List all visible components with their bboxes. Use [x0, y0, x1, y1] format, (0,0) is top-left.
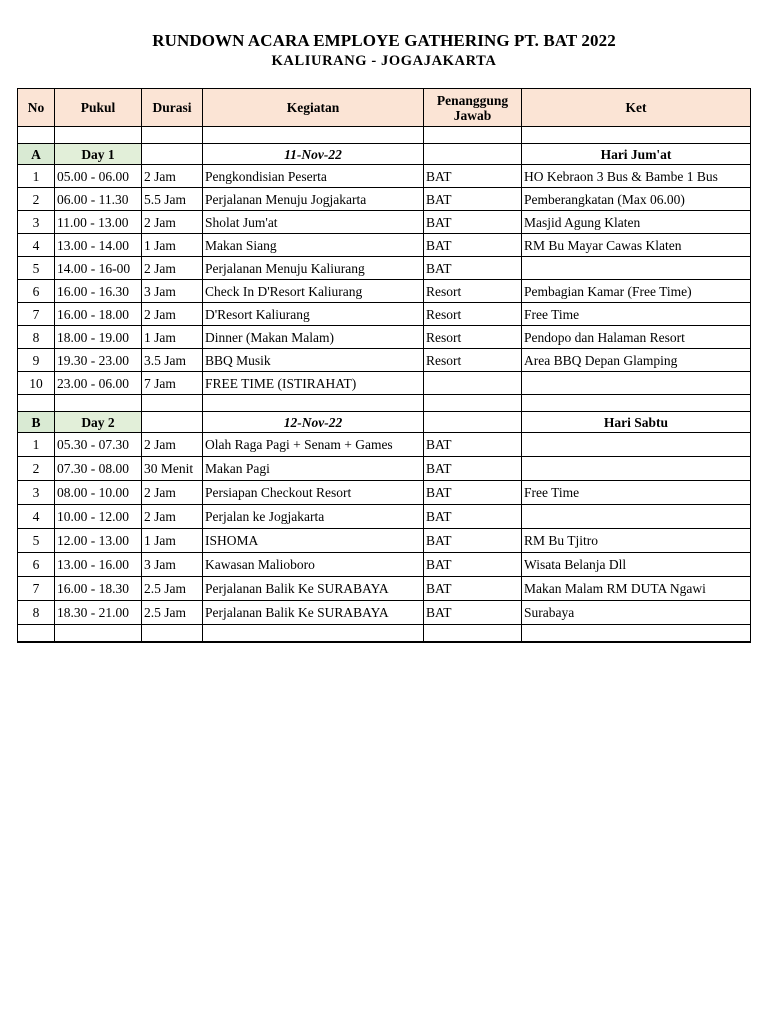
- cell-pukul: 07.30 - 08.00: [55, 457, 142, 481]
- cell-pj: BAT: [424, 234, 522, 257]
- cell-pj: BAT: [424, 577, 522, 601]
- cell-no: 4: [18, 505, 55, 529]
- cell-pj: BAT: [424, 481, 522, 505]
- cell-kegiatan: Olah Raga Pagi + Senam + Games: [203, 433, 424, 457]
- cell-kegiatan: Check In D'Resort Kaliurang: [203, 280, 424, 303]
- cell-pj: Resort: [424, 326, 522, 349]
- cell-no: 2: [18, 457, 55, 481]
- cell-durasi: 2 Jam: [142, 211, 203, 234]
- cell-kegiatan: Perjalanan Balik Ke SURABAYA: [203, 577, 424, 601]
- table-row: [18, 433, 751, 457]
- cell-durasi: 2 Jam: [142, 165, 203, 188]
- cell-pj: [424, 372, 522, 395]
- cell-pukul: 12.00 - 13.00: [55, 529, 142, 553]
- table-row: [18, 349, 751, 372]
- cell-pukul: 14.00 - 16-00: [55, 257, 142, 280]
- cell-durasi: 2 Jam: [142, 433, 203, 457]
- cell-no: 3: [18, 211, 55, 234]
- cell-pj: BAT: [424, 257, 522, 280]
- cell-durasi: 2 Jam: [142, 257, 203, 280]
- cell-ket: [522, 433, 751, 457]
- cell-no: 5: [18, 529, 55, 553]
- table-row: [18, 372, 751, 395]
- cell-ket: Wisata Belanja Dll: [522, 553, 751, 577]
- cell-pukul: 05.30 - 07.30: [55, 433, 142, 457]
- cell-no: 6: [18, 553, 55, 577]
- cell-pukul: 18.00 - 19.00: [55, 326, 142, 349]
- table-row: [18, 577, 751, 601]
- cell-pukul: 23.00 - 06.00: [55, 372, 142, 395]
- table-row: [18, 505, 751, 529]
- header-pj-line1: Penanggung: [436, 92, 509, 108]
- cell-pukul: 06.00 - 11.30: [55, 188, 142, 211]
- cell-pj: BAT: [424, 165, 522, 188]
- cell-durasi: 2.5 Jam: [142, 601, 203, 625]
- cell-no: 1: [18, 433, 55, 457]
- cell-ket: [522, 505, 751, 529]
- cell-kegiatan: Kawasan Malioboro: [203, 553, 424, 577]
- cell-durasi: 30 Menit: [142, 457, 203, 481]
- cell-pukul: 11.00 - 13.00: [55, 211, 142, 234]
- table-row: [18, 326, 751, 349]
- cell-no: 8: [18, 326, 55, 349]
- day1-code: A: [18, 144, 55, 165]
- section-row-day2: [18, 412, 751, 433]
- cell-kegiatan: FREE TIME (ISTIRAHAT): [203, 372, 424, 395]
- table-row: [18, 457, 751, 481]
- cell-pj: Resort: [424, 349, 522, 372]
- table-row: [18, 257, 751, 280]
- cell-pj: BAT: [424, 529, 522, 553]
- cell-no: 5: [18, 257, 55, 280]
- cell-ket: Surabaya: [522, 601, 751, 625]
- cell-pj: BAT: [424, 433, 522, 457]
- cell-kegiatan: Perjalanan Menuju Jogjakarta: [203, 188, 424, 211]
- cell-ket: Free Time: [522, 481, 751, 505]
- cell-no: 3: [18, 481, 55, 505]
- cell-durasi: 1 Jam: [142, 529, 203, 553]
- header-pukul: Pukul: [55, 89, 142, 127]
- cell-durasi: 3 Jam: [142, 280, 203, 303]
- cell-ket: [522, 257, 751, 280]
- cell-kegiatan: ISHOMA: [203, 529, 424, 553]
- day1-ket: Hari Jum'at: [522, 144, 751, 165]
- cell-pukul: 08.00 - 10.00: [55, 481, 142, 505]
- header-penanggung-jawab: [424, 89, 522, 127]
- cell-durasi: 7 Jam: [142, 372, 203, 395]
- cell-pukul: 10.00 - 12.00: [55, 505, 142, 529]
- cell-durasi: 1 Jam: [142, 234, 203, 257]
- cell-kegiatan: Pengkondisian Peserta: [203, 165, 424, 188]
- rundown-table: [17, 88, 751, 643]
- day2-ket: Hari Sabtu: [522, 412, 751, 433]
- header-ket: Ket: [522, 89, 751, 127]
- cell-pukul: 18.30 - 21.00: [55, 601, 142, 625]
- cell-ket: Masjid Agung Klaten: [522, 211, 751, 234]
- table-row: [18, 481, 751, 505]
- blank-row: [18, 395, 751, 412]
- cell-pukul: 13.00 - 16.00: [55, 553, 142, 577]
- cell-no: 2: [18, 188, 55, 211]
- cell-no: 8: [18, 601, 55, 625]
- header-no: No: [18, 89, 55, 127]
- cell-pj: BAT: [424, 601, 522, 625]
- table-row: [18, 601, 751, 625]
- cell-pukul: 05.00 - 06.00: [55, 165, 142, 188]
- cell-ket: Area BBQ Depan Glamping: [522, 349, 751, 372]
- day2-label: Day 2: [55, 412, 142, 433]
- cell-pukul: 13.00 - 14.00: [55, 234, 142, 257]
- cell-no: 7: [18, 577, 55, 601]
- cell-kegiatan: BBQ Musik: [203, 349, 424, 372]
- cell-pj: Resort: [424, 303, 522, 326]
- cell-ket: Pemberangkatan (Max 06.00): [522, 188, 751, 211]
- cell-pukul: 16.00 - 16.30: [55, 280, 142, 303]
- cell-kegiatan: Dinner (Makan Malam): [203, 326, 424, 349]
- cell-pj: Resort: [424, 280, 522, 303]
- table-row: [18, 188, 751, 211]
- cell-no: 6: [18, 280, 55, 303]
- table-row: [18, 211, 751, 234]
- cell-pj: BAT: [424, 553, 522, 577]
- table-row: [18, 165, 751, 188]
- day2-code: B: [18, 412, 55, 433]
- day1-label: Day 1: [55, 144, 142, 165]
- table-row: [18, 280, 751, 303]
- cell-kegiatan: Perjalan ke Jogjakarta: [203, 505, 424, 529]
- cell-ket: Makan Malam RM DUTA Ngawi: [522, 577, 751, 601]
- cell-no: 1: [18, 165, 55, 188]
- blank-row: [18, 127, 751, 144]
- cell-kegiatan: Perjalanan Balik Ke SURABAYA: [203, 601, 424, 625]
- header-pj-line2: Jawab: [453, 107, 492, 123]
- cell-kegiatan: Makan Pagi: [203, 457, 424, 481]
- cell-durasi: 1 Jam: [142, 326, 203, 349]
- cell-ket: Pendopo dan Halaman Resort: [522, 326, 751, 349]
- cell-kegiatan: Sholat Jum'at: [203, 211, 424, 234]
- cell-durasi: 2 Jam: [142, 481, 203, 505]
- cell-pj: BAT: [424, 188, 522, 211]
- cell-durasi: 3 Jam: [142, 553, 203, 577]
- cell-kegiatan: Makan Siang: [203, 234, 424, 257]
- table-body: [18, 127, 751, 642]
- section-row-day1: [18, 144, 751, 165]
- cell-kegiatan: Perjalanan Menuju Kaliurang: [203, 257, 424, 280]
- cell-durasi: 2 Jam: [142, 505, 203, 529]
- cell-pj: BAT: [424, 505, 522, 529]
- cell-ket: [522, 372, 751, 395]
- cell-pukul: 16.00 - 18.30: [55, 577, 142, 601]
- cell-no: 10: [18, 372, 55, 395]
- day1-date: 11-Nov-22: [203, 144, 424, 165]
- cell-pj: BAT: [424, 211, 522, 234]
- cell-ket: RM Bu Mayar Cawas Klaten: [522, 234, 751, 257]
- cell-durasi: 5.5 Jam: [142, 188, 203, 211]
- table-row: [18, 553, 751, 577]
- cell-kegiatan: Persiapan Checkout Resort: [203, 481, 424, 505]
- cell-ket: RM Bu Tjitro: [522, 529, 751, 553]
- table-row: [18, 303, 751, 326]
- header-kegiatan: Kegiatan: [203, 89, 424, 127]
- cell-durasi: 2.5 Jam: [142, 577, 203, 601]
- cell-kegiatan: D'Resort Kaliurang: [203, 303, 424, 326]
- cell-no: 7: [18, 303, 55, 326]
- cell-durasi: 2 Jam: [142, 303, 203, 326]
- cell-pj: BAT: [424, 457, 522, 481]
- cell-pukul: 16.00 - 18.00: [55, 303, 142, 326]
- document-subtitle: KALIURANG - JOGAJAKARTA: [271, 53, 497, 69]
- cell-durasi: 3.5 Jam: [142, 349, 203, 372]
- cell-ket: HO Kebraon 3 Bus & Bambe 1 Bus: [522, 165, 751, 188]
- cell-ket: [522, 457, 751, 481]
- header-durasi: Durasi: [142, 89, 203, 127]
- table-row: [18, 529, 751, 553]
- cell-no: 9: [18, 349, 55, 372]
- cell-ket: Pembagian Kamar (Free Time): [522, 280, 751, 303]
- cell-no: 4: [18, 234, 55, 257]
- cell-pukul: 19.30 - 23.00: [55, 349, 142, 372]
- table-header-row: [18, 89, 751, 127]
- cell-ket: Free Time: [522, 303, 751, 326]
- document-title: RUNDOWN ACARA EMPLOYE GATHERING PT. BAT 2022: [152, 31, 616, 50]
- table-row: [18, 234, 751, 257]
- blank-row: [18, 625, 751, 642]
- day2-date: 12-Nov-22: [203, 412, 424, 433]
